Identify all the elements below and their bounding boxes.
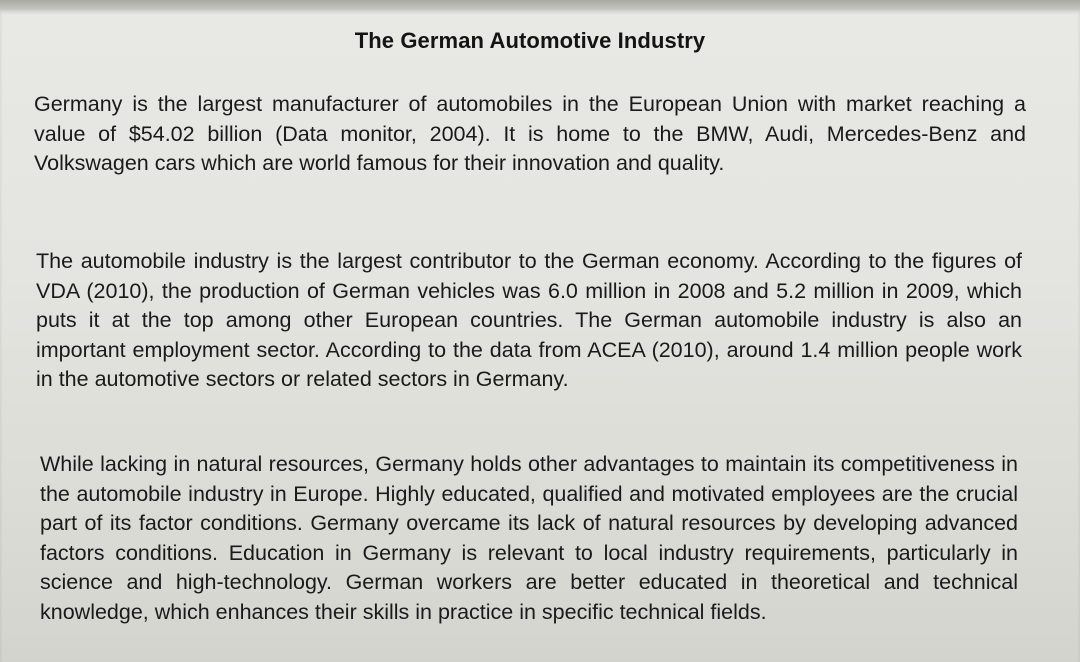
document-page (0, 10, 1080, 662)
document-title: The German Automotive Industry (354, 28, 706, 53)
page-top-edge (0, 0, 1080, 10)
paragraph-1: Germany is the largest manufacturer of automobiles in the European Union with market reaching a value of $54.02 billion (Data monitor, 2004). It is home to the BMW, Audi, Mercedes-Benz and Volkswagen cars which are world famous for their innovation and quality. (34, 92, 1026, 175)
paragraph-2: The automobile industry is the largest contributor to the German economy. According to the figures of VDA (2010), the production of German vehicles was 6.0 million in 2008 and 5.2 million in 2009, which puts it at the top among other European countries. The German automobile industry is also an important employment sector. According to the data from ACEA (2010), around 1.4 million people work in the automotive sectors or related sectors in Germany. (36, 249, 1022, 391)
paragraph-3: While lacking in natural resources, Germany holds other advantages to maintain its competitiveness in the automobile industry in Europe. Highly educated, qualified and motivated employees are the crucial part of its factor conditions. Germany overcame its lack of natural resources by developing advanced factors conditions. Education in Germany is relevant to local industry requirements, particularly in science and high-technology. German workers are better educated in theoretical and technical knowledge, which enhances their skills in practice in specific technical fields. (40, 452, 1018, 624)
